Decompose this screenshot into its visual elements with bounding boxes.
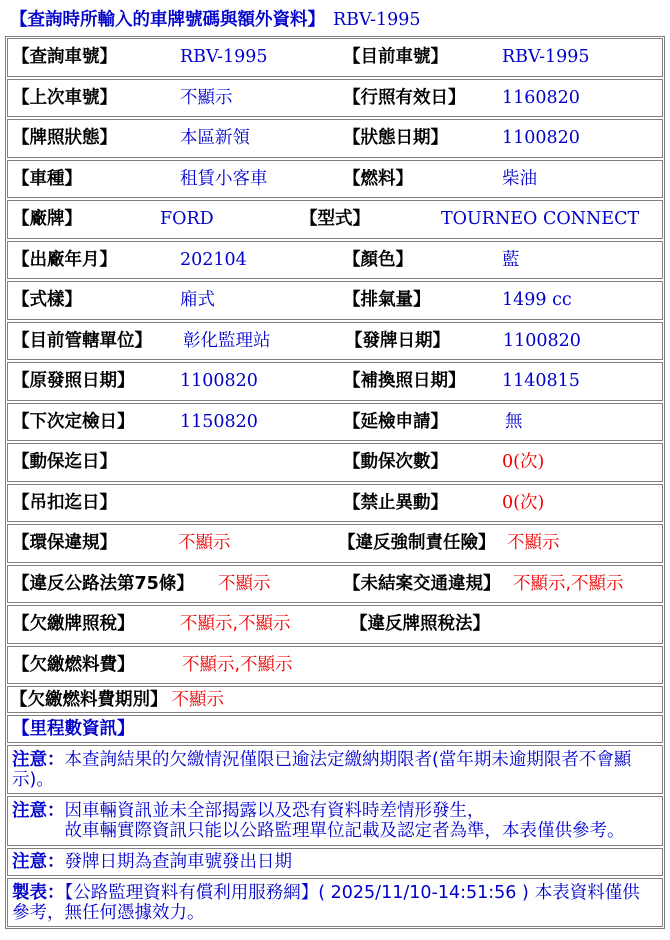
inspection-extension-value: 無	[505, 411, 523, 432]
info-row	[7, 160, 663, 199]
transfer-ban-label: 【禁止異動】	[343, 492, 448, 513]
brand-value: FORD	[160, 209, 214, 230]
note-body	[12, 852, 642, 872]
manufacture-month-label: 【出廠年月】	[12, 249, 117, 270]
footer-service-name: 【公路監理資料有償利用服務網】	[64, 882, 319, 903]
jurisdiction-office-label: 【目前管轄單位】	[12, 330, 152, 351]
chattel-mortgage-count-value: 0(次)	[502, 452, 545, 473]
license-expiry-value: 1160820	[502, 87, 580, 108]
query-plate-label: 【查詢車號】	[12, 47, 117, 68]
unpaid-fuel-fee-value: 不顯示,不顯示	[182, 654, 293, 675]
note-text: 因車輛資訊並未全部揭露以及恐有資料時差情形發生，	[64, 801, 485, 821]
plate-status-label: 【牌照狀態】	[12, 128, 117, 149]
color-value: 藍	[502, 249, 520, 270]
info-row	[7, 79, 663, 118]
note-label: 注意：	[12, 852, 65, 872]
previous-plate-value: 不顯示	[180, 87, 233, 108]
fuel-type-label: 【燃料】	[343, 168, 413, 189]
compulsory-insurance-violation-value: 不顯示	[507, 533, 560, 554]
note-body	[12, 801, 642, 841]
plate-issue-date-label: 【發牌日期】	[345, 330, 450, 351]
info-row	[7, 38, 663, 77]
note-row	[7, 745, 663, 794]
original-license-date-value: 1100820	[180, 371, 258, 392]
original-license-date-label: 【原發照日期】	[12, 371, 135, 392]
unpaid-license-tax-label: 【欠繳牌照稅】	[12, 614, 135, 635]
info-row	[7, 484, 663, 523]
info-row	[7, 200, 663, 239]
note-text: 發牌日期為查詢車號發出日期	[64, 852, 292, 872]
info-row	[7, 443, 663, 482]
info-row	[7, 403, 663, 442]
chattel-mortgage-end-label: 【動保迄日】	[12, 452, 117, 473]
fuel-type-value: 柴油	[502, 168, 537, 189]
brand-label: 【廠牌】	[12, 209, 82, 230]
manufacture-month-value: 202104	[180, 249, 247, 270]
info-row	[7, 281, 663, 320]
note-label: 注意：	[12, 749, 65, 770]
footer-row	[7, 878, 663, 927]
model-value: TOURNEO CONNECT	[441, 209, 640, 230]
footer-label: 製表：	[12, 882, 65, 903]
suspension-end-label: 【吊扣迄日】	[12, 492, 117, 513]
note-label: 注意：	[12, 801, 65, 821]
chattel-mortgage-count-label: 【動保次數】	[343, 452, 448, 473]
environmental-violation-label: 【環保違規】	[12, 533, 117, 554]
footer-disclaimer: 本表資料僅供參考，無任何憑據效力。	[12, 882, 640, 923]
footer-timestamp: ( 2025/11/10-14:51:56 )	[318, 882, 529, 903]
query-plate-value: RBV-1995	[180, 47, 268, 68]
compulsory-insurance-violation-label: 【違反強制責任險】	[338, 533, 496, 554]
mileage-section-header: 【里程數資訊】	[12, 719, 135, 739]
next-inspection-date-label: 【下次定檢日】	[12, 411, 135, 432]
page-title-plate: RBV-1995	[333, 10, 421, 30]
note-line	[12, 801, 642, 821]
info-row	[7, 605, 663, 644]
current-plate-label: 【目前車號】	[343, 47, 448, 68]
next-inspection-date-value: 1150820	[180, 411, 258, 432]
license-reissue-date-value: 1140815	[502, 371, 580, 392]
page-title-label: 【查詢時所輸入的車牌號碼與額外資料】	[10, 10, 325, 30]
vehicle-type-label: 【車種】	[12, 168, 82, 189]
note-line	[12, 821, 642, 841]
model-label: 【型式】	[300, 209, 370, 230]
body-style-label: 【式樣】	[12, 290, 82, 311]
footer-body	[12, 883, 642, 923]
info-row	[7, 119, 663, 158]
displacement-label: 【排氣量】	[343, 290, 431, 311]
plate-status-value: 本區新領	[180, 128, 250, 149]
page-title	[10, 9, 421, 31]
unpaid-fuel-fee-period-value: 不顯示	[171, 689, 224, 710]
displacement-value: 1499 cc	[502, 290, 572, 311]
pending-traffic-violations-label: 【未結案交通違規】	[343, 573, 501, 594]
highway-act-75-violation-label: 【違反公路法第75條】	[12, 573, 194, 594]
jurisdiction-office-value: 彰化監理站	[183, 330, 271, 351]
status-date-value: 1100820	[502, 128, 580, 149]
unpaid-fuel-fee-period-label: 【欠繳燃料費期別】	[10, 689, 168, 710]
vehicle-info-table	[5, 36, 665, 929]
color-label: 【顏色】	[343, 249, 413, 270]
info-row	[7, 362, 663, 401]
note-text: 故車輛實際資訊只能以公路監理單位記載及認定者為準，本表僅供參考。	[64, 821, 625, 841]
info-row	[7, 565, 663, 604]
pending-traffic-violations-value: 不顯示,不顯示	[513, 573, 624, 594]
note-row	[7, 796, 663, 846]
environmental-violation-value: 不顯示	[178, 533, 231, 554]
note-body	[12, 750, 642, 790]
info-row	[7, 322, 663, 361]
info-row	[7, 686, 663, 713]
inspection-extension-label: 【延檢申請】	[343, 411, 448, 432]
unpaid-fuel-fee-label: 【欠繳燃料費】	[12, 654, 135, 675]
info-row	[7, 241, 663, 280]
license-expiry-label: 【行照有效日】	[343, 87, 466, 108]
license-tax-act-violation-label: 【違反牌照稅法】	[350, 614, 490, 635]
status-date-label: 【狀態日期】	[343, 128, 448, 149]
note-row	[7, 848, 663, 876]
highway-act-75-violation-value: 不顯示	[218, 573, 271, 594]
vehicle-type-value: 租賃小客車	[180, 168, 268, 189]
plate-issue-date-value: 1100820	[503, 330, 581, 351]
body-style-value: 廂式	[180, 290, 215, 311]
note-text: 本查詢結果的欠繳情況僅限已逾法定繳納期限者(當年期未逾期限者不會顯示)。	[12, 749, 632, 790]
info-row	[7, 524, 663, 563]
unpaid-license-tax-value: 不顯示,不顯示	[180, 614, 291, 635]
previous-plate-label: 【上次車號】	[12, 87, 117, 108]
mileage-section-row	[7, 715, 663, 743]
current-plate-value: RBV-1995	[502, 47, 590, 68]
license-reissue-date-label: 【補換照日期】	[343, 371, 466, 392]
transfer-ban-value: 0(次)	[502, 492, 545, 513]
info-row	[7, 646, 663, 685]
